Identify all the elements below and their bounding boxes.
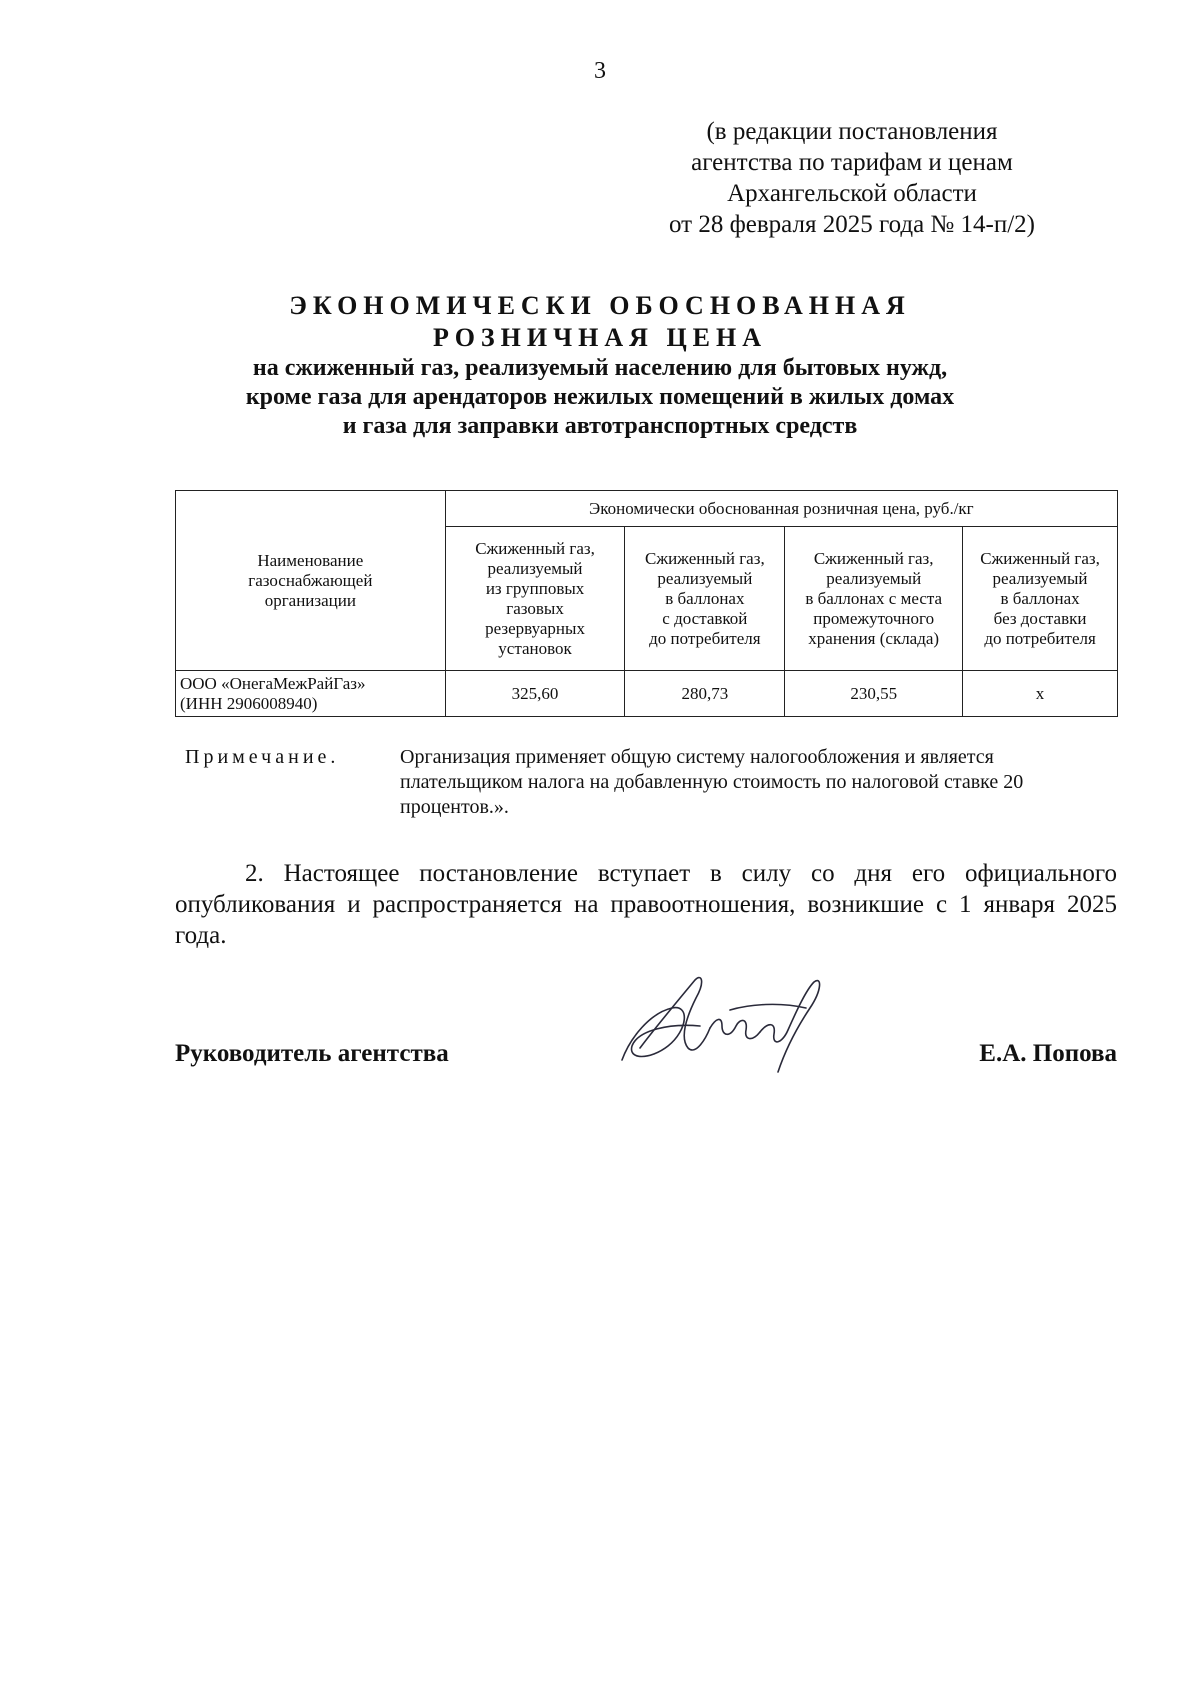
header-line: Сжиженный газ, bbox=[645, 548, 765, 568]
signature-icon bbox=[610, 968, 830, 1078]
subtitle-line-3: и газа для заправки автотранспортных средств bbox=[342, 413, 858, 439]
header-line: с доставкой bbox=[662, 608, 748, 628]
header-line: реализуемый bbox=[826, 568, 922, 588]
header-line: реализуемый bbox=[992, 568, 1088, 588]
column-header-cylinders-warehouse bbox=[785, 527, 963, 671]
header-line: до потребителя bbox=[649, 628, 761, 648]
column-header-cylinders-no-delivery bbox=[963, 527, 1118, 671]
subtitle-line-2: кроме газа для арендаторов нежилых помещений в жилых домах bbox=[245, 384, 955, 410]
edition-note-line: (в редакции постановления bbox=[706, 118, 998, 145]
header-line: Сжиженный газ, bbox=[813, 548, 934, 568]
header-line: организации bbox=[264, 590, 356, 610]
header-line: промежуточного bbox=[813, 608, 935, 628]
column-header-group-tanks bbox=[445, 527, 625, 671]
document-title bbox=[150, 290, 1050, 441]
price-group-header: Экономически обоснованная розничная цена, руб./кг bbox=[445, 491, 1117, 527]
paragraph-effective-date bbox=[175, 858, 1117, 951]
header-line: без доставки bbox=[993, 608, 1087, 628]
header-line: установок bbox=[498, 638, 572, 658]
note-text: Организация применяет общую систему налогообложения и является плательщиком налога на добавленную стоимость по налоговой ставке 20 процентов.». bbox=[400, 746, 1024, 818]
header-line: хранения (склада) bbox=[808, 628, 940, 648]
header-line: из групповых bbox=[485, 578, 585, 598]
org-column-header bbox=[176, 491, 446, 671]
edition-note-line: от 28 февраля 2025 года № 14-п/2) bbox=[668, 211, 1036, 238]
header-line: Сжиженный газ, bbox=[475, 538, 595, 558]
org-name-cell bbox=[176, 671, 446, 717]
header-line: реализуемый bbox=[487, 558, 583, 578]
price-cell: x bbox=[963, 671, 1118, 717]
org-inn: (ИНН 2906008940) bbox=[180, 693, 318, 713]
edition-note bbox=[612, 116, 1092, 240]
header-line: газоснабжающей bbox=[248, 570, 373, 590]
title-line-1: ЭКОНОМИЧЕСКИ ОБОСНОВАННАЯ bbox=[289, 291, 911, 320]
header-line: в баллонах с места bbox=[805, 588, 943, 608]
page-number: 3 bbox=[594, 58, 606, 84]
edition-note-line: агентства по тарифам и ценам bbox=[691, 149, 1013, 176]
paragraph-text: 2. Настоящее постановление вступает в силу со дня его официального опубликования и распространяется на правоотношения, возникшие с 1 января 2025 года. bbox=[175, 860, 1117, 949]
header-line: Наименование bbox=[257, 550, 364, 570]
header-line: резервуарных bbox=[485, 618, 585, 638]
price-cell: 280,73 bbox=[625, 671, 785, 717]
signer-title: Руководитель агентства bbox=[175, 1040, 449, 1067]
org-name: ООО «ОнегаМежРайГаз» bbox=[180, 673, 366, 693]
subtitle-line-1: на сжиженный газ, реализуемый населению для бытовых нужд, bbox=[252, 355, 948, 381]
header-line: в баллонах bbox=[665, 588, 745, 608]
price-table bbox=[175, 490, 1118, 717]
header-line: Сжиженный газ, bbox=[980, 548, 1100, 568]
price-cell: 325,60 bbox=[445, 671, 625, 717]
header-line: реализуемый bbox=[657, 568, 753, 588]
signer-name: Е.А. Попова bbox=[979, 1040, 1117, 1067]
header-line: до потребителя bbox=[984, 628, 1096, 648]
column-header-cylinders-delivery bbox=[625, 527, 785, 671]
title-line-2: РОЗНИЧНАЯ ЦЕНА bbox=[432, 323, 768, 352]
header-line: в баллонах bbox=[1000, 588, 1080, 608]
table-row bbox=[176, 671, 1118, 717]
price-cell: 230,55 bbox=[785, 671, 963, 717]
edition-note-line: Архангельской области bbox=[727, 180, 977, 207]
header-line: газовых bbox=[506, 598, 564, 618]
note-label: Примечание. bbox=[185, 746, 340, 768]
